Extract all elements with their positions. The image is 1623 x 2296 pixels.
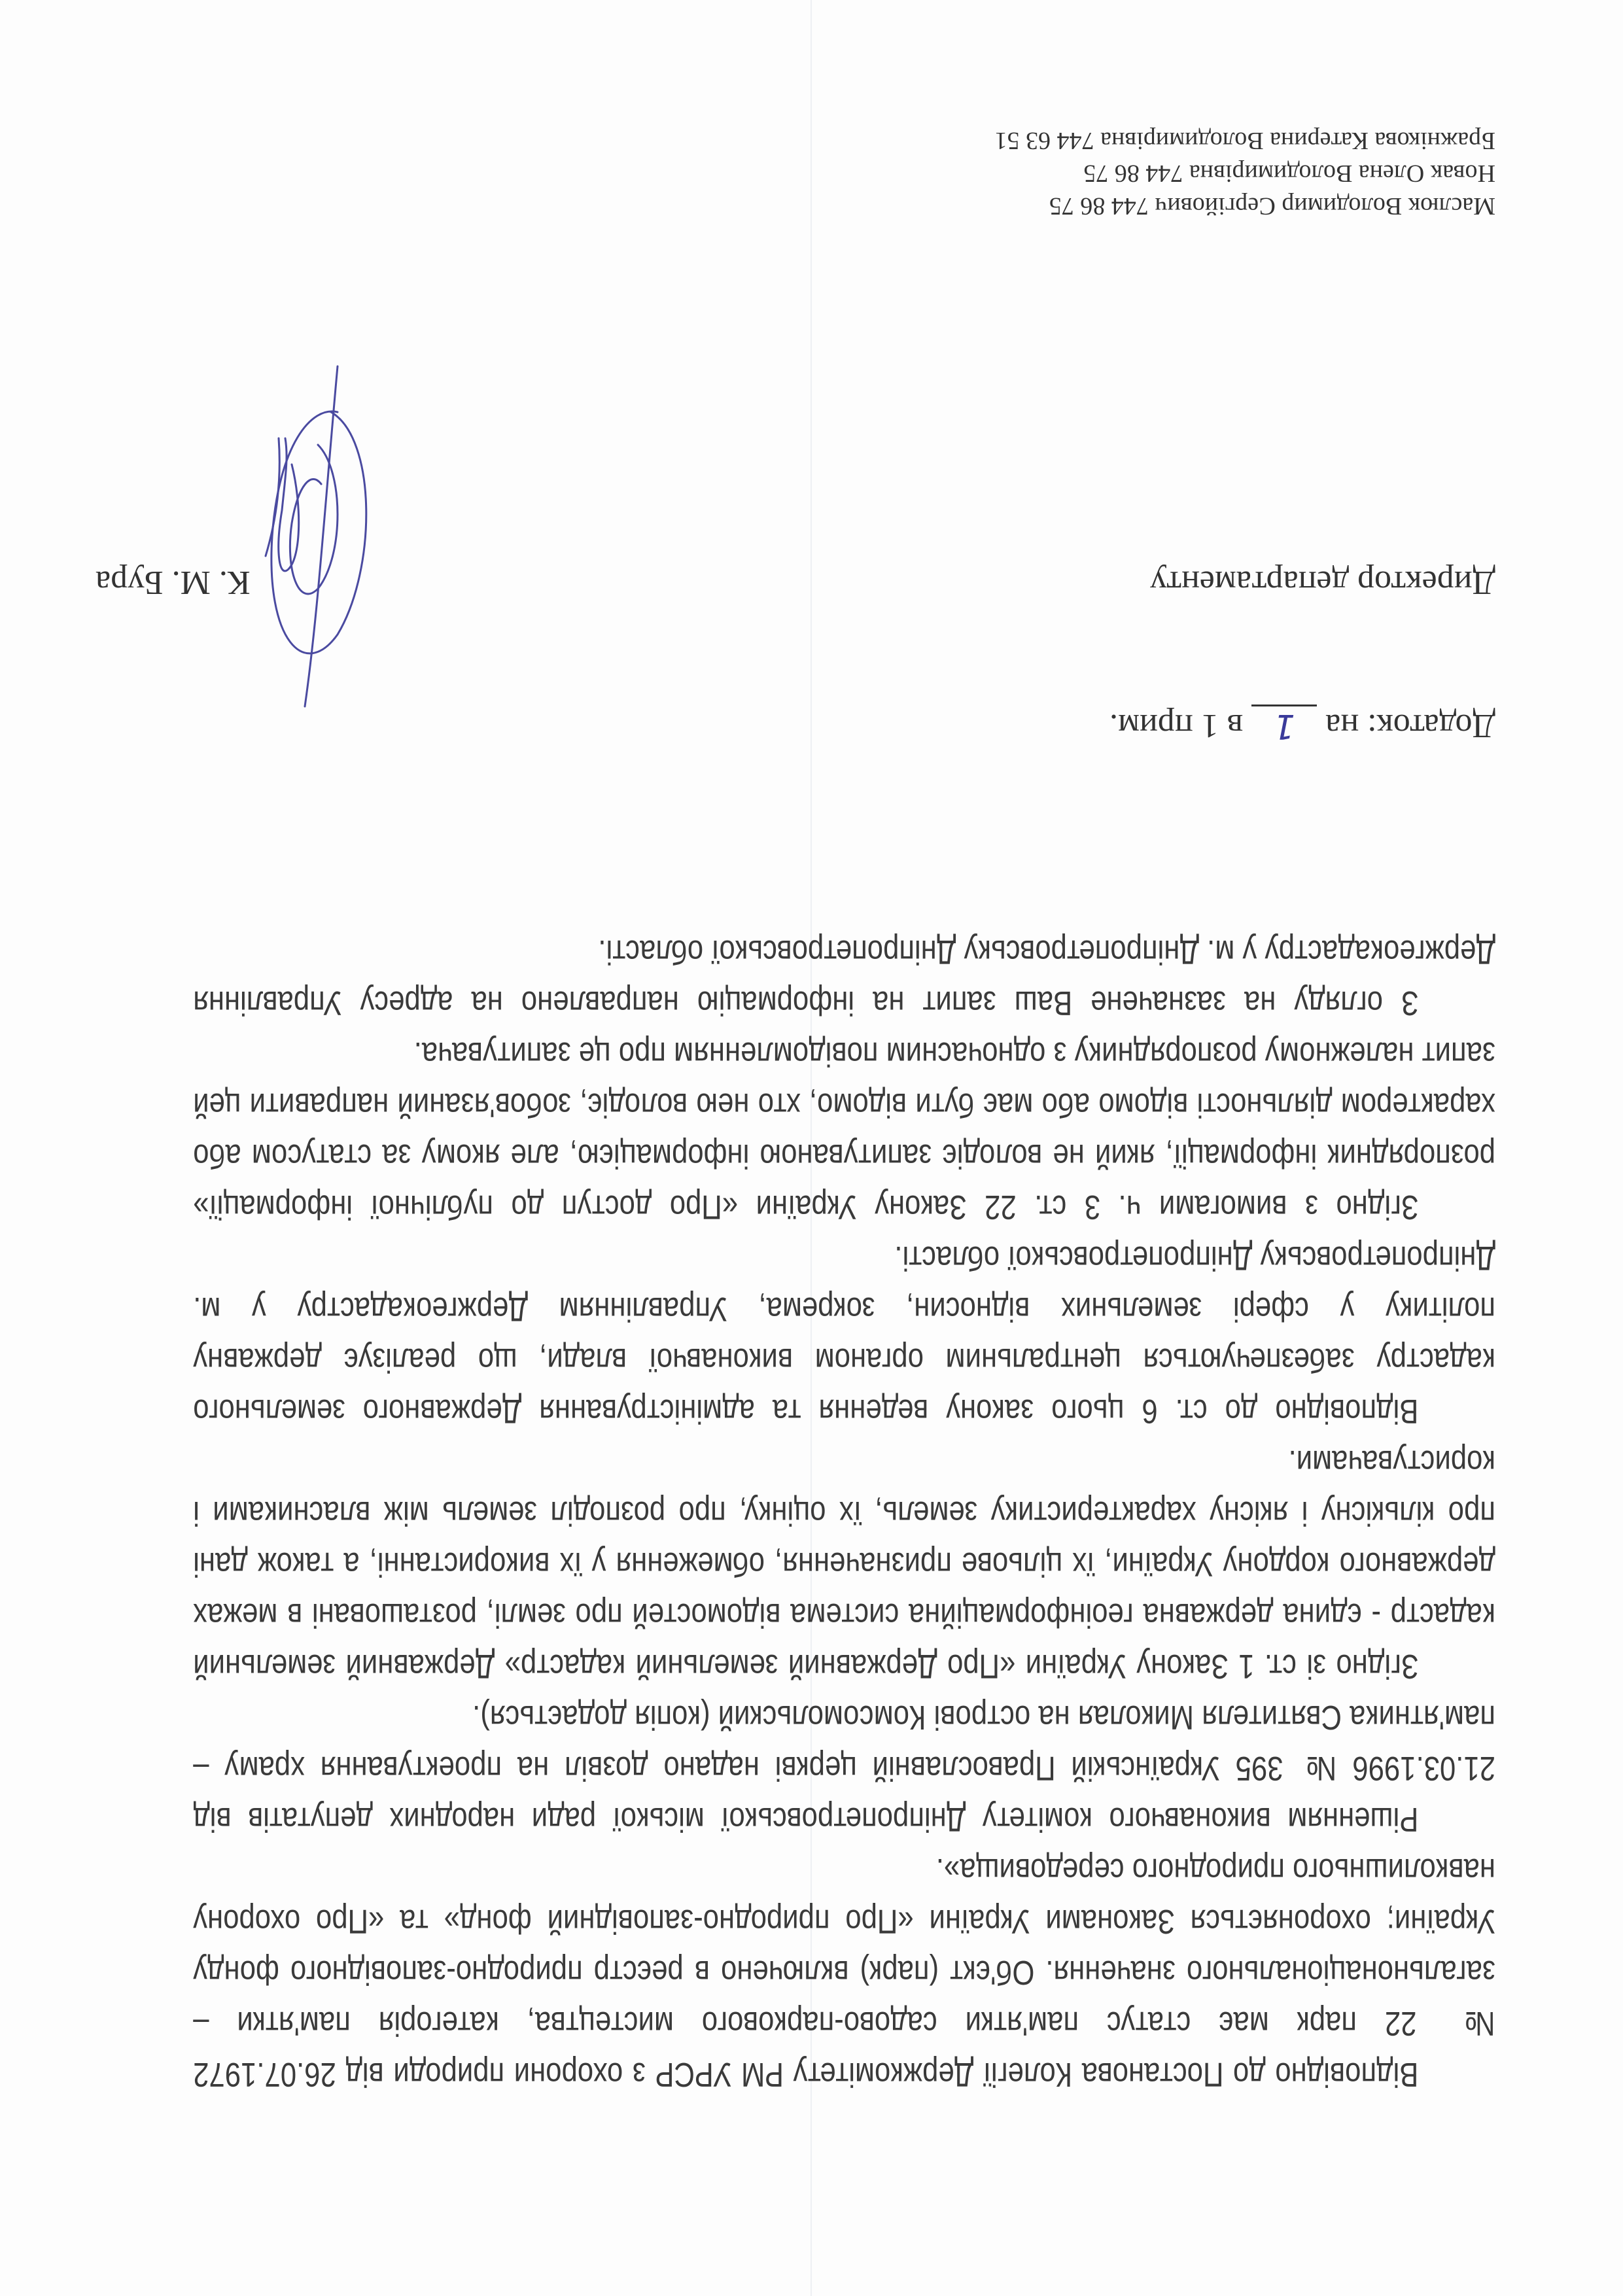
contact-line: Маслюк Володимир Сергійович 744 86 75 [1049,192,1495,220]
signatory-name: К. М. Бура [96,564,251,601]
paragraph-city-council-decision: Рішенням виконавчого комітету Дніпропетровської міської ради народних депутатів від 21.03.1996 № 395 Українській Православній церкві надано дозвіл на проектування храму – пам'ятника Святителя Миколая на острові Комсомольский (копія додається). [193,1698,1495,1838]
signature-block [96,523,1495,602]
paragraph-park-status: Відповідно до Постанова Колегії Держкомітету РМ УРСР з охорони природи від 26.07.1972 № 22 парк має статус пам'ятки садово-паркового мистецтва, категорія пам'ятки – загальнонаціонального значення. Об'єкт (парк) включено в реєстр природно-заповідного фонду України; охороняється Законами України «Про природно-заповідний фонд» та «Про охорону навколишнього природного середовища». [193,1851,1495,2093]
paragraph-cadastre-administration: Відповідно до ст. 6 цього закону ведення та адміністрування Державного земельного кадастру забезпечуються центральним органом виконавчої влади, що реалізує державну політику у сфері земельних відносин, зокрема, Управлінням Держгеокадастру у м. Дніпропетровську Дніпропетровської області. [193,1239,1495,1430]
appendix-prefix: Додаток: на [1325,707,1495,744]
signatory-title: Директор департаменту [1149,564,1495,601]
contact-line: Бражнікова Катерина Володимирівна 744 63 51 [994,127,1495,154]
handwritten-signature-icon [246,353,416,720]
paragraph-land-cadastre-law: Згідно зі ст. 1 Закону України «Про Державний земельний кадастр» Державний земельний кадастр - єдина державна геоінформаційна система відомостей про землі, розташовані в межах державного кордону України, їх цільове призначення, обмеження у їх використанні, а також дані про кількісну і якісну характеристику земель, їх оцінку, про розподіл земель між власниками і користувачами. [193,1443,1495,1685]
paragraph-public-information-law: Згідно з вимогами ч. 3 ст. 22 Закону України «Про доступ до публічної інформації» розпорядник інформації, який не володіє запитуваною інформацією, але якому за статусом або характером діяльності відомо або має бути відомо, хто нею володіє, зобов'язаний направити цей запит належному розпоряднику з одночасним повідомленням про це запитувача. [193,1035,1495,1226]
paragraph-request-forwarded: З огляду на зазначене Ваш запит на інформацію направлено на адресу Управління Держгеокадастру у м. Дніпропетровську Дніпропетровської області. [193,933,1495,1022]
letter-body [193,926,1495,2100]
contact-line: Новак Олена Володимирівна 744 86 75 [1083,160,1495,187]
appendix-page-count: 1 [1251,704,1317,746]
executor-contacts [995,124,1495,222]
appendix-suffix: в 1 прим. [1109,707,1244,744]
